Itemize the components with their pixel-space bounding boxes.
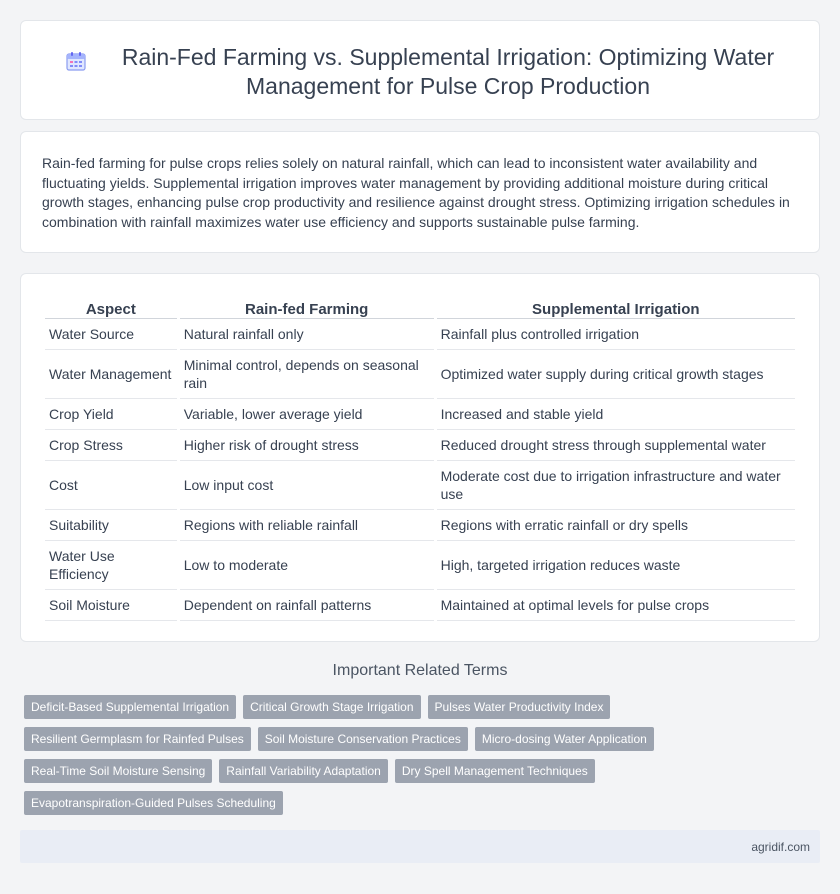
related-terms-heading: Important Related Terms bbox=[332, 662, 508, 679]
comparison-table-card bbox=[20, 273, 820, 642]
related-term-tag[interactable]: Pulses Water Productivity Index bbox=[428, 695, 611, 719]
table-row bbox=[45, 461, 795, 510]
table-cell: Increased and stable yield bbox=[437, 399, 795, 430]
table-cell: Variable, lower average yield bbox=[180, 399, 434, 430]
intro-card bbox=[20, 131, 820, 253]
related-term-tag[interactable]: Soil Moisture Conservation Practices bbox=[258, 727, 468, 751]
table-cell: High, targeted irrigation reduces waste bbox=[437, 541, 795, 590]
related-term-tag[interactable]: Rainfall Variability Adaptation bbox=[219, 759, 388, 783]
table-cell: Low input cost bbox=[180, 461, 434, 510]
table-row bbox=[45, 541, 795, 590]
table-cell: Crop Yield bbox=[45, 399, 177, 430]
table-row bbox=[45, 430, 795, 461]
related-term-tag[interactable]: Micro-dosing Water Application bbox=[475, 727, 654, 751]
table-cell: Water Source bbox=[45, 319, 177, 350]
table-row bbox=[45, 350, 795, 399]
related-term-tag[interactable]: Real-Time Soil Moisture Sensing bbox=[24, 759, 212, 783]
table-cell: Water Management bbox=[45, 350, 177, 399]
table-row bbox=[45, 590, 795, 621]
related-term-tag[interactable]: Critical Growth Stage Irrigation bbox=[243, 695, 420, 719]
table-cell: Water Use Efficiency bbox=[45, 541, 177, 590]
table-cell: Crop Stress bbox=[45, 430, 177, 461]
column-header-supplemental: Supplemental Irrigation bbox=[437, 295, 795, 319]
related-term-tag[interactable]: Dry Spell Management Techniques bbox=[395, 759, 595, 783]
table-cell: Soil Moisture bbox=[45, 590, 177, 621]
footer bbox=[20, 830, 820, 863]
related-term-tag[interactable]: Resilient Germplasm for Rainfed Pulses bbox=[24, 727, 251, 751]
table-cell: Moderate cost due to irrigation infrastructure and water use bbox=[437, 461, 795, 510]
related-terms-list bbox=[24, 695, 814, 815]
table-cell: Higher risk of drought stress bbox=[180, 430, 434, 461]
table-cell: Regions with erratic rainfall or dry spells bbox=[437, 510, 795, 541]
column-header-aspect: Aspect bbox=[45, 295, 177, 319]
table-row bbox=[45, 510, 795, 541]
intro-paragraph: Rain-fed farming for pulse crops relies solely on natural rainfall, which can lead to inconsistent water availability and fluctuating yields. Supplemental irrigation improves water management by providing additional moisture during critical growth stages, enhancing pulse crop productivity and resilience against drought stress. Optimizing irrigation schedules in combination with rainfall maximizes water use efficiency and supports sustainable pulse farming. bbox=[42, 155, 790, 230]
table-cell: Cost bbox=[45, 461, 177, 510]
table-row bbox=[45, 399, 795, 430]
table-cell: Natural rainfall only bbox=[180, 319, 434, 350]
comparison-table bbox=[42, 295, 798, 621]
header-card bbox=[20, 20, 820, 120]
table-cell: Maintained at optimal levels for pulse crops bbox=[437, 590, 795, 621]
related-term-tag[interactable]: Deficit-Based Supplemental Irrigation bbox=[24, 695, 236, 719]
table-cell: Optimized water supply during critical growth stages bbox=[437, 350, 795, 399]
table-header-row bbox=[45, 295, 795, 319]
related-term-tag[interactable]: Evapotranspiration-Guided Pulses Scheduling bbox=[24, 791, 283, 815]
table-cell: Low to moderate bbox=[180, 541, 434, 590]
page-title: Rain-Fed Farming vs. Supplemental Irrigation: Optimizing Water Management for Pulse Crop Production bbox=[121, 44, 775, 99]
table-cell: Regions with reliable rainfall bbox=[180, 510, 434, 541]
table-cell: Dependent on rainfall patterns bbox=[180, 590, 434, 621]
table-cell: Reduced drought stress through supplemental water bbox=[437, 430, 795, 461]
table-cell: Suitability bbox=[45, 510, 177, 541]
table-cell: Rainfall plus controlled irrigation bbox=[437, 319, 795, 350]
table-row bbox=[45, 319, 795, 350]
footer-site-link[interactable]: agridif.com bbox=[751, 840, 810, 854]
table-cell: Minimal control, depends on seasonal rain bbox=[180, 350, 434, 399]
column-header-rain-fed: Rain-fed Farming bbox=[180, 295, 434, 319]
